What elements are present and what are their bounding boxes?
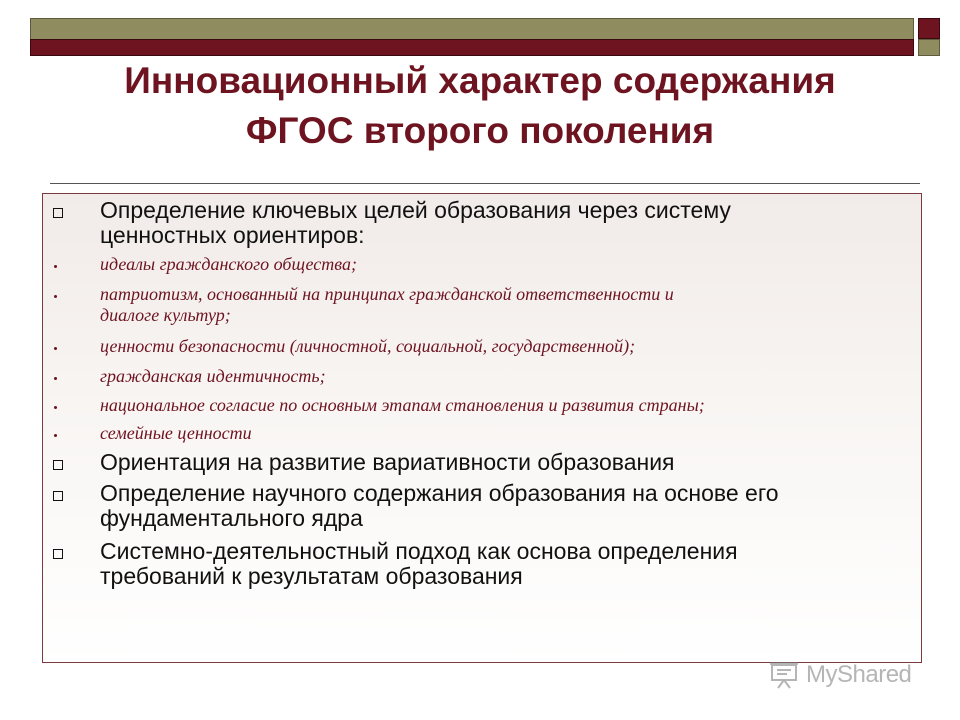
dot-bullet-icon [54,406,57,409]
list-subitem-line: диалоге культур; [100,305,231,325]
list-item: Ориентация на развитие вариативности образования [100,449,675,475]
list-item [100,481,920,531]
dot-bullet-icon [54,295,57,298]
list-item-line: Определение ключевых целей образования через систему [100,197,731,223]
list-subitem: гражданская идентичность; [100,366,326,386]
list-subitem-line: патриотизм, основанный на принципах гражданской ответственности и [100,284,674,304]
list-subitem [100,284,920,326]
dot-bullet-icon [54,347,57,350]
list-subitem: ценности безопасности (личностной, социальной, государственной); [100,336,636,356]
header-band-maroon [30,39,914,56]
dot-bullet-icon [54,377,57,380]
square-bullet-icon [53,549,63,559]
list-item-line: Системно-деятельностный подход как основа определения [100,538,738,564]
dot-bullet-icon [54,265,57,268]
square-bullet-icon [53,491,63,501]
list-item-line: фундаментального ядра [100,505,363,531]
list-subitem: национальное согласие по основным этапам становления и развития страны; [100,395,705,415]
header-band-olive [30,18,914,39]
square-bullet-icon [53,208,63,218]
list-subitem: семейные ценности [100,423,252,443]
list-item [100,539,920,589]
corner-block-maroon [918,18,940,39]
list-item-line: требований к результатам образования [100,563,523,589]
list-item-line: Определение научного содержания образования на основе его [100,480,779,506]
watermark-text: MyShared [806,661,912,688]
watermark [768,657,911,693]
projector-screen-icon [768,660,800,690]
title-divider [50,183,920,184]
square-bullet-icon [53,460,63,470]
slide-title [40,56,920,156]
dot-bullet-icon [54,434,57,437]
list-subitem: идеалы гражданского общества; [100,254,357,274]
corner-block-olive [918,39,940,56]
slide-title-line1: Инновационный характер содержания [124,60,836,101]
list-item-line: ценностных ориентиров: [100,222,365,248]
list-item [100,198,920,248]
slide-title-line2: ФГОС второго поколения [245,110,715,151]
